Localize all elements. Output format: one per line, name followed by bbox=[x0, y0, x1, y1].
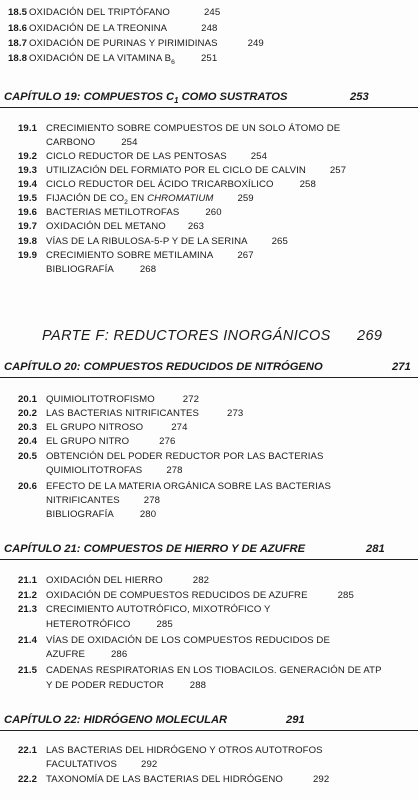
entry-page: 248 bbox=[201, 23, 218, 34]
chapter-page: 253 bbox=[350, 91, 369, 103]
chapter-rule bbox=[0, 559, 418, 560]
entry-title: LAS BACTERIAS NITRIFICANTES bbox=[46, 408, 200, 419]
entry-page: 273 bbox=[227, 408, 244, 419]
entry-number: 19.6 bbox=[18, 207, 38, 218]
entry-title: BACTERIAS METILOTROFAS bbox=[46, 207, 180, 218]
entry-number: 18.5 bbox=[8, 7, 28, 18]
chapter-page: 281 bbox=[366, 543, 385, 555]
part-heading bbox=[42, 328, 383, 344]
entry-page: 285 bbox=[156, 619, 173, 630]
entry-page: 292 bbox=[141, 759, 158, 770]
entry-title: CRECIMIENTO SOBRE METILAMINA bbox=[46, 250, 214, 261]
entry-title: EFECTO DE LA MATERIA ORGÁNICA SOBRE LAS BACTERIAS bbox=[46, 481, 331, 492]
entry-number: 19.3 bbox=[18, 165, 38, 176]
entry-title: EL GRUPO NITROSO bbox=[46, 422, 144, 433]
entry-title: OXIDACIÓN DE COMPUESTOS REDUCIDOS DE AZUFRE bbox=[46, 590, 308, 601]
entry-title: FIJACIÓN DE CO bbox=[46, 193, 125, 204]
entry-page: 268 bbox=[139, 264, 157, 275]
entry-title: TAXONOMÍA DE LAS BACTERIAS DEL HIDRÓGENO bbox=[46, 774, 283, 785]
entry-number: 19.1 bbox=[18, 123, 38, 134]
entry-number: 21.4 bbox=[18, 635, 38, 646]
entry-number: 19.9 bbox=[18, 250, 38, 261]
entry-number: 21.3 bbox=[18, 604, 38, 615]
entry-page: 285 bbox=[337, 590, 354, 601]
entry-page: 260 bbox=[205, 207, 222, 218]
entry-title: CICLO REDUCTOR DEL ÁCIDO TRICARBOXÍLICO bbox=[46, 179, 274, 190]
chapter-title: CAPÍTULO 20: COMPUESTOS REDUCIDOS DE NITRÓGENO bbox=[4, 361, 323, 373]
entry-page: 286 bbox=[110, 649, 128, 660]
entry-title: QUIMIOLITOTROFISMO bbox=[46, 394, 155, 405]
entry-page: 263 bbox=[187, 221, 205, 232]
entry-page: 249 bbox=[247, 38, 264, 49]
entry-number: 21.5 bbox=[18, 665, 38, 676]
entry-number: 19.4 bbox=[18, 179, 38, 190]
entry-title: CADENAS RESPIRATORIAS EN LOS TIOBACILOS. GENERACIÓN DE ATP bbox=[46, 665, 382, 676]
entry-page: 292 bbox=[312, 774, 330, 785]
entry-title: VÍAS DE OXIDACIÓN DE LOS COMPUESTOS REDUCIDOS DE bbox=[46, 635, 330, 646]
entry-title-cont: HETEROTRÓFICO bbox=[46, 619, 131, 630]
subscript: 6 bbox=[171, 58, 175, 66]
entry-page: 278 bbox=[166, 465, 183, 476]
entry-number: 19.7 bbox=[18, 221, 38, 232]
entry-title: OXIDACIÓN DEL HIERRO bbox=[46, 575, 163, 586]
entry-page: 272 bbox=[182, 394, 200, 405]
part-title: PARTE F: REDUCTORES INORGÁNICOS bbox=[42, 328, 331, 344]
chapter-rule bbox=[0, 377, 418, 378]
chapter-title: CAPÍTULO 22: HIDRÓGENO MOLECULAR bbox=[4, 714, 228, 726]
entry-title: OXIDACIÓN DEL METANO bbox=[46, 221, 166, 232]
entry-page: 267 bbox=[237, 250, 254, 261]
chapter-page: 271 bbox=[392, 361, 411, 373]
chapter-rule bbox=[0, 107, 418, 108]
entry-title-cont: Y DE PODER REDUCTOR bbox=[46, 680, 164, 691]
entry-number: 18.8 bbox=[8, 53, 28, 64]
entry-title: OXIDACIÓN DE LA TREONINA bbox=[29, 23, 168, 34]
entry-title: OXIDACIÓN DE LA VITAMINA B bbox=[29, 53, 172, 64]
entry-page: 254 bbox=[250, 151, 268, 162]
entry-title: OXIDACIÓN DEL TRIPTÓFANO bbox=[29, 7, 170, 18]
entry-number: 20.4 bbox=[18, 436, 38, 447]
entry-page: 245 bbox=[204, 7, 221, 18]
entry-number: 20.2 bbox=[18, 408, 38, 419]
entry-page: 258 bbox=[299, 179, 316, 190]
entry-title-cont: NITRIFICANTES bbox=[46, 495, 120, 506]
subscript: 1 bbox=[174, 96, 179, 106]
entry-title-cont: CARBONO bbox=[46, 137, 96, 148]
entry-title-rest: EN bbox=[128, 193, 148, 204]
entry-number: 21.2 bbox=[18, 590, 38, 601]
entry-number: 20.6 bbox=[18, 481, 38, 492]
entry-page: 282 bbox=[192, 575, 210, 586]
entry-number: 21.1 bbox=[18, 575, 38, 586]
chapter-title: CAPÍTULO 19: COMPUESTOS C bbox=[4, 91, 175, 103]
entry-number: 20.1 bbox=[18, 394, 38, 405]
entry-title: CRECIMIENTO SOBRE COMPUESTOS DE UN SOLO ÁTOMO DE bbox=[46, 123, 341, 134]
entry-title-cont: QUIMIOLITOTROFAS bbox=[46, 465, 143, 476]
entry-page: 251 bbox=[200, 53, 218, 64]
entry-page: 254 bbox=[121, 137, 138, 148]
entry-page: 276 bbox=[159, 436, 176, 447]
entry-title-cont: FACULTATIVOS bbox=[46, 759, 118, 770]
entry-title: UTILIZACIÓN DEL FORMIATO POR EL CICLO DE CALVIN bbox=[46, 165, 306, 176]
entry-title: CRECIMIENTO AUTOTRÓFICO, MIXOTRÓFICO Y bbox=[46, 604, 271, 615]
entry-number: 22.2 bbox=[18, 774, 38, 785]
entry-page: 278 bbox=[143, 495, 161, 506]
entry-number: 19.5 bbox=[18, 193, 38, 204]
entry-number: 20.5 bbox=[18, 451, 38, 462]
entry-page: 259 bbox=[237, 193, 254, 204]
entry-title-italic: CHROMATIUM bbox=[147, 193, 214, 204]
chapter-rule bbox=[0, 730, 418, 731]
entry-page: 288 bbox=[189, 680, 207, 691]
chapter-page: 291 bbox=[286, 714, 305, 726]
entry-title: BIBLIOGRAFÍA bbox=[46, 264, 114, 275]
subscript: 2 bbox=[124, 198, 128, 206]
entry-title: EL GRUPO NITRO bbox=[46, 436, 130, 447]
entry-title: VÍAS DE LA RIBULOSA-5-P Y DE LA SERINA bbox=[46, 236, 248, 247]
entry-title-cont: AZUFRE bbox=[46, 649, 85, 660]
part-page: 269 bbox=[357, 328, 383, 344]
entry-number: 18.6 bbox=[8, 23, 28, 34]
entry-number: 18.7 bbox=[8, 38, 28, 49]
entry-page: 280 bbox=[139, 509, 157, 520]
chapter-title: CAPÍTULO 21: COMPUESTOS DE HIERRO Y DE AZUFRE bbox=[4, 543, 306, 555]
entry-page: 257 bbox=[329, 165, 347, 176]
entry-number: 19.8 bbox=[18, 236, 38, 247]
entry-title: CICLO REDUCTOR DE LAS PENTOSAS bbox=[46, 151, 227, 162]
chapter-title-rest: COMO SUSTRATOS bbox=[178, 91, 288, 103]
entry-number: 22.1 bbox=[18, 745, 38, 756]
entry-title: LAS BACTERIAS DEL HIDRÓGENO Y OTROS AUTOTROFOS bbox=[46, 745, 323, 756]
entry-number: 20.3 bbox=[18, 422, 38, 433]
entry-title: OBTENCIÓN DEL PODER REDUCTOR POR LAS BACTERIAS bbox=[46, 451, 324, 462]
entry-title: OXIDACIÓN DE PURINAS Y PIRIMIDINAS bbox=[29, 38, 218, 49]
entry-page: 265 bbox=[271, 236, 288, 247]
entry-title: BIBLIOGRAFÍA bbox=[46, 509, 114, 520]
entry-number: 19.2 bbox=[18, 151, 38, 162]
entry-page: 274 bbox=[171, 422, 188, 433]
